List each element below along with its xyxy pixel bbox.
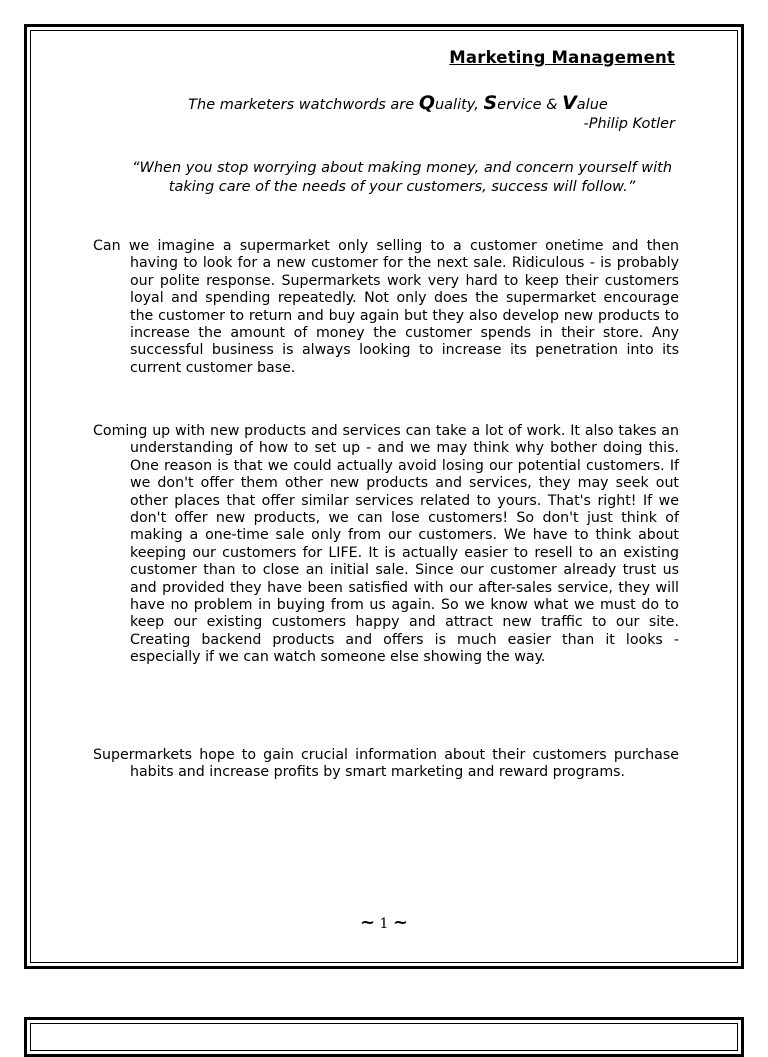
body-paragraph-2: Coming up with new products and services can take a lot of work. It also takes an understanding of how to set up - and we may think why bother doing this. One reason is that we could actually avoid losing our potential customers. If we don't offer them other new products and services, they may seek out other places that offer similar services related to yours. That's right! If we don't offer new products, we can lose customers! So don't just think of making a one-time sale only from our customers. We have to think about keeping our customers for LIFE. It is actually easier to resell to an existing customer than to close an initial sale. Since our customer already trust us and provided they have been satisfied with our after-sales service, they will have no problem in buying from us again. So we know what we must do to keep our existing customers happy and attract new traffic to our site. Creating backend products and offers is much easier than it looks - especially if we can watch someone else showing the way. xyxy=(93,423,679,666)
motto-v-rest: alue xyxy=(576,97,608,113)
featured-quote: “When you stop worrying about making money, and concern yourself with taking care of the needs of your customers, success will follow.” xyxy=(131,160,673,195)
page-2-inner-border xyxy=(30,1023,738,1051)
motto-line xyxy=(115,93,681,115)
motto-q-rest: uality, xyxy=(434,97,484,113)
quote-author: -Philip Kotler xyxy=(583,116,675,132)
motto-s-cap: S xyxy=(483,92,498,114)
document-title: Marketing Management xyxy=(449,48,675,67)
page-2-top-edge xyxy=(24,1017,744,1057)
body-paragraph-3: Supermarkets hope to gain crucial information about their customers purchase habits and increase profits by smart marketing and reward programs. xyxy=(93,747,679,781)
page-number xyxy=(27,912,741,933)
motto-s-rest: ervice & xyxy=(497,97,563,113)
motto-prefix: The marketers watchwords are xyxy=(188,97,419,113)
motto-v-cap: V xyxy=(562,92,577,114)
body-paragraph-1: Can we imagine a supermarket only selling to a customer onetime and then having to look for a new customer for the next sale. Ridiculous - is probably our polite response. Supermarkets work very hard to keep their customers loyal and spending repeatedly. Not only does the supermarket encourage the customer to return and buy again but they also develop new products to increase the amount of money the customer spends in their store. Any successful business is always looking to increase its penetration into its current customer base. xyxy=(93,238,679,376)
page-number-tilde-right: ~ xyxy=(392,912,408,933)
motto-q-cap: Q xyxy=(418,92,435,114)
page-number-value: 1 xyxy=(379,916,389,932)
page-1 xyxy=(24,24,744,969)
page-number-tilde-left: ~ xyxy=(359,912,376,933)
